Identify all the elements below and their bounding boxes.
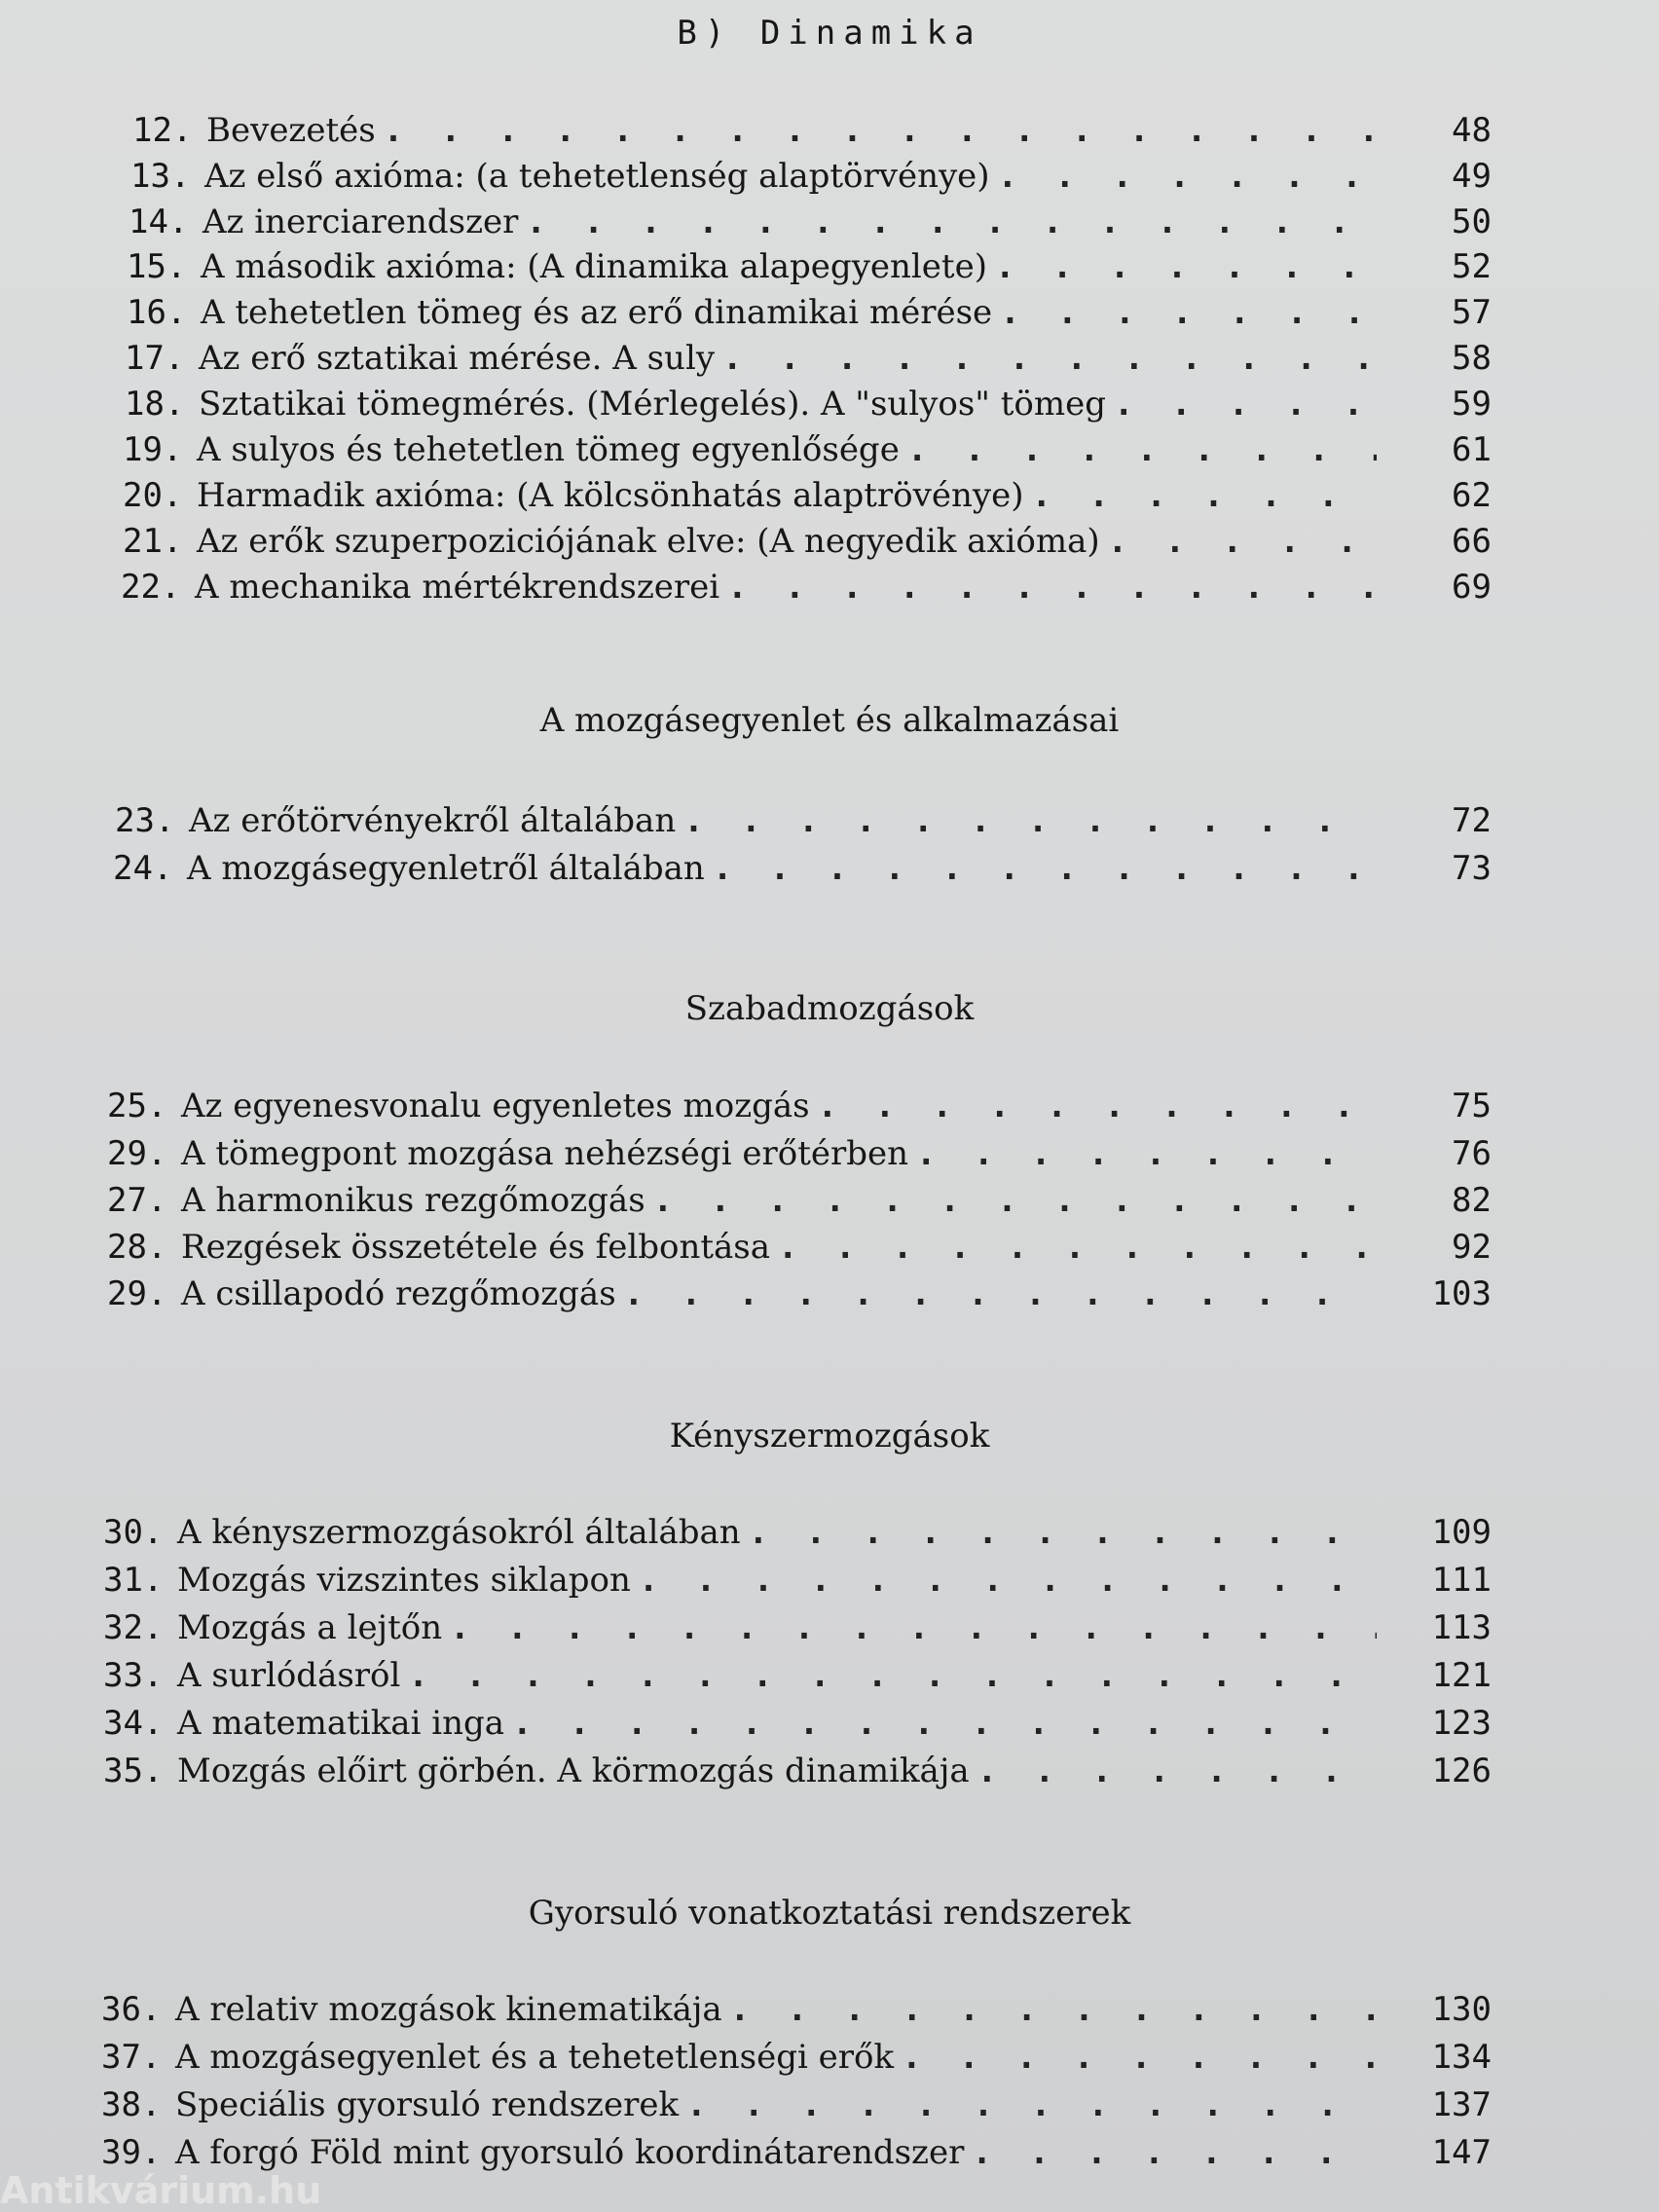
section-title: Szabadmozgások xyxy=(684,989,975,1028)
entry-title: Az erőtörvényekről általában xyxy=(189,801,677,840)
entry-number: 31. xyxy=(103,1561,164,1600)
dot-leader xyxy=(818,1085,1377,1127)
toc-entry xyxy=(129,201,1492,243)
entry-page: 73 xyxy=(1452,849,1492,888)
toc-entry xyxy=(103,1654,1492,1697)
dot-leader xyxy=(1108,520,1377,563)
toc-entry xyxy=(101,1988,1492,2031)
entry-number: 35. xyxy=(103,1751,164,1790)
toc-entry xyxy=(107,1226,1492,1269)
dot-leader xyxy=(526,201,1377,243)
entry-page: 66 xyxy=(1452,522,1492,561)
entry-page: 50 xyxy=(1452,203,1492,241)
toc-entry xyxy=(125,337,1492,380)
entry-number: 24. xyxy=(113,849,173,888)
entry-page: 57 xyxy=(1452,293,1492,332)
entry-number: 29. xyxy=(107,1134,167,1173)
entry-number: 20. xyxy=(123,476,183,515)
entry-page: 111 xyxy=(1431,1561,1492,1600)
entry-page: 137 xyxy=(1431,2085,1492,2124)
entry-page: 123 xyxy=(1431,1704,1492,1743)
toc-entry xyxy=(103,1702,1492,1745)
entry-title: Speciális gyorsuló rendszerek xyxy=(175,2085,680,2124)
entry-title: A relativ mozgások kinematikája xyxy=(175,1990,722,2029)
dot-leader xyxy=(977,1750,1377,1792)
entry-title: Sztatikai tömegmérés. (Mérlegelés). A "sulyos" tömeg xyxy=(199,385,1106,424)
dot-leader xyxy=(384,109,1377,152)
entry-title: Mozgás vizszintes siklapon xyxy=(177,1561,631,1600)
entry-page: 82 xyxy=(1452,1181,1492,1220)
dot-leader xyxy=(907,428,1377,471)
entry-title: Mozgás előirt görbén. A körmozgás dinamikája xyxy=(177,1751,970,1790)
entry-page: 69 xyxy=(1452,568,1492,607)
toc-entry xyxy=(103,1606,1492,1649)
entry-number: 22. xyxy=(121,568,181,607)
entry-page: 109 xyxy=(1431,1513,1492,1552)
entry-title: Bevezetés xyxy=(206,111,376,150)
dot-leader xyxy=(683,799,1377,842)
main-title: B) Dinamika xyxy=(677,14,982,53)
entry-title: Az inerciarendszer xyxy=(203,203,519,241)
entry-number: 39. xyxy=(101,2133,162,2172)
toc-entry xyxy=(107,1179,1492,1222)
dot-leader xyxy=(902,2036,1377,2079)
toc-entry xyxy=(115,799,1492,842)
entry-title: A surlódásról xyxy=(177,1656,401,1695)
toc-entry xyxy=(103,1511,1492,1554)
entry-number: 23. xyxy=(115,801,175,840)
entry-title: A második axióma: (A dinamika alapegyenlete) xyxy=(201,247,987,286)
entry-number: 38. xyxy=(101,2085,162,2124)
dot-leader xyxy=(727,566,1377,608)
entry-title: Az erők szuperpoziciójának elve: (A negyedik axióma) xyxy=(197,522,1100,561)
entry-title: A tömegpont mozgása nehézségi erőtérben xyxy=(181,1134,909,1173)
entry-page: 147 xyxy=(1431,2133,1492,2172)
entry-number: 28. xyxy=(107,1228,167,1267)
toc-entry xyxy=(101,2131,1492,2174)
entry-number: 18. xyxy=(125,385,185,424)
dot-leader xyxy=(1000,291,1377,334)
dot-leader xyxy=(916,1132,1377,1175)
entry-title: A mozgásegyenlet és a tehetetlenségi erők xyxy=(175,2038,895,2077)
entry-page: 92 xyxy=(1452,1228,1492,1267)
entry-number: 29. xyxy=(107,1274,167,1313)
entry-page: 103 xyxy=(1431,1274,1492,1313)
entry-number: 13. xyxy=(130,157,191,196)
entry-title: A matematikai inga xyxy=(177,1704,505,1743)
entry-number: 14. xyxy=(129,203,189,241)
entry-title: Az egyenesvonalu egyenletes mozgás xyxy=(181,1087,810,1125)
toc-entry xyxy=(121,566,1492,608)
entry-page: 58 xyxy=(1452,339,1492,378)
entry-title: A mechanika mértékrendszerei xyxy=(195,568,720,607)
toc-entry xyxy=(130,155,1492,198)
dot-leader xyxy=(972,2131,1377,2174)
dot-leader xyxy=(1031,474,1377,517)
section-title: Kényszermozgások xyxy=(669,1417,990,1456)
entry-number: 34. xyxy=(103,1704,164,1743)
toc-entry xyxy=(123,428,1492,471)
toc-entry xyxy=(127,291,1492,334)
toc-entry xyxy=(125,383,1492,425)
entry-page: 75 xyxy=(1452,1087,1492,1125)
entry-page: 49 xyxy=(1452,157,1492,196)
entry-title: A sulyos és tehetetlen tömeg egyenlősége xyxy=(197,430,900,469)
entry-number: 37. xyxy=(101,2038,162,2077)
entry-number: 12. xyxy=(132,111,193,150)
entry-number: 33. xyxy=(103,1656,164,1695)
entry-number: 17. xyxy=(125,339,185,378)
toc-entry xyxy=(113,847,1492,890)
entry-title: Mozgás a lejtőn xyxy=(177,1608,443,1647)
entry-page: 72 xyxy=(1452,801,1492,840)
entry-title: A csillapodó rezgőmozgás xyxy=(181,1274,616,1313)
entry-title: Rezgések összetétele és felbontása xyxy=(181,1228,771,1267)
toc-entry xyxy=(101,2083,1492,2126)
entry-number: 16. xyxy=(127,293,187,332)
toc-entry xyxy=(132,109,1492,152)
dot-leader xyxy=(653,1179,1377,1222)
dot-leader xyxy=(995,245,1377,288)
toc-entry xyxy=(101,2036,1492,2079)
dot-leader xyxy=(722,337,1377,380)
dot-leader xyxy=(713,847,1377,890)
section-title: Gyorsuló vonatkoztatási rendszerek xyxy=(528,1894,1131,1933)
section-title: A mozgásegyenlet és alkalmazásai xyxy=(539,701,1120,740)
entry-page: 113 xyxy=(1431,1608,1492,1647)
dot-leader xyxy=(450,1606,1377,1649)
entry-title: Az első axióma: (a tehetetlenség alaptörvénye) xyxy=(204,157,990,196)
dot-leader xyxy=(639,1559,1377,1602)
entry-number: 15. xyxy=(127,247,187,286)
dot-leader xyxy=(686,2083,1377,2126)
entry-number: 19. xyxy=(123,430,183,469)
watermark: Antikvárium.hu xyxy=(0,2169,322,2212)
entry-number: 32. xyxy=(103,1608,164,1647)
entry-page: 61 xyxy=(1452,430,1492,469)
entry-page: 59 xyxy=(1452,385,1492,424)
entry-title: A forgó Föld mint gyorsuló koordinátarendszer xyxy=(175,2133,965,2172)
entry-title: A mozgásegyenletről általában xyxy=(187,849,705,888)
entry-number: 21. xyxy=(123,522,183,561)
dot-leader xyxy=(1114,383,1377,425)
entry-page: 121 xyxy=(1431,1656,1492,1695)
entry-page: 134 xyxy=(1431,2038,1492,2077)
dot-leader xyxy=(730,1988,1377,2031)
dot-leader xyxy=(408,1654,1377,1697)
entry-number: 27. xyxy=(107,1181,167,1220)
entry-number: 25. xyxy=(107,1087,167,1125)
dot-leader xyxy=(998,155,1377,198)
toc-entry xyxy=(103,1559,1492,1602)
toc-entry xyxy=(107,1132,1492,1175)
entry-title: A harmonikus rezgőmozgás xyxy=(181,1181,645,1220)
entry-page: 48 xyxy=(1452,111,1492,150)
dot-leader xyxy=(778,1226,1377,1269)
dot-leader xyxy=(749,1511,1377,1554)
dot-leader xyxy=(512,1702,1377,1745)
toc-entry xyxy=(123,520,1492,563)
entry-page: 126 xyxy=(1431,1751,1492,1790)
toc-entry xyxy=(107,1272,1492,1315)
toc-entry xyxy=(123,474,1492,517)
dot-leader xyxy=(624,1272,1377,1315)
entry-page: 76 xyxy=(1452,1134,1492,1173)
entry-page: 130 xyxy=(1431,1990,1492,2029)
entry-page: 62 xyxy=(1452,476,1492,515)
entry-title: Harmadik axióma: (A kölcsönhatás alaptrövénye) xyxy=(197,476,1024,515)
entry-title: A kényszermozgásokról általában xyxy=(177,1513,741,1552)
entry-number: 36. xyxy=(101,1990,162,2029)
toc-entry xyxy=(107,1085,1492,1127)
entry-title: Az erő sztatikai mérése. A suly xyxy=(199,339,716,378)
entry-page: 52 xyxy=(1452,247,1492,286)
entry-title: A tehetetlen tömeg és az erő dinamikai mérése xyxy=(201,293,993,332)
entry-number: 30. xyxy=(103,1513,164,1552)
toc-entry xyxy=(103,1750,1492,1792)
toc-entry xyxy=(127,245,1492,288)
